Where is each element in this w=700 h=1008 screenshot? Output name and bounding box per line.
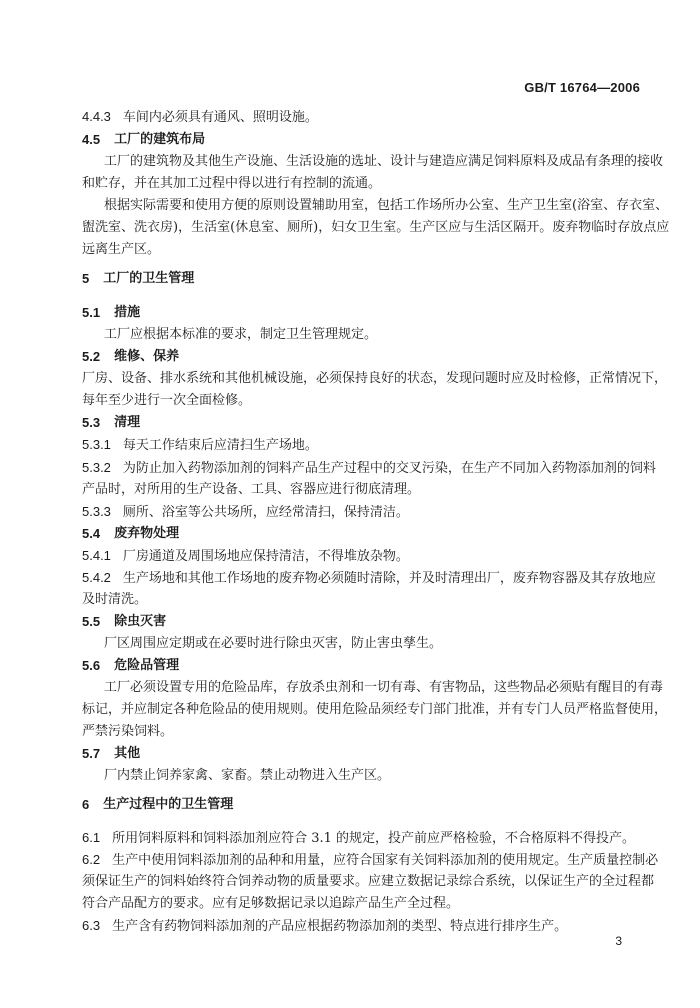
heading-text: 生产过程中的卫生管理 — [103, 797, 234, 812]
clause-line — [82, 109, 318, 126]
line-text: 产品时，对所用的生产设备、工具、容器应进行彻底清理。 — [82, 482, 421, 497]
clause-number: 5.7 — [82, 746, 101, 761]
line-text: 厂区周围应定期或在必要时进行除虫灭害，防止害虫孳生。 — [104, 636, 443, 651]
paragraph-line — [82, 242, 160, 258]
clause-number: 5.5 — [82, 614, 101, 629]
line-text: 为防止加入药物添加剂的饲料产品生产过程中的交叉污染，在生产不同加入药物添加剂的饲料 — [122, 461, 656, 476]
line-text: 严禁污染饲料。 — [82, 724, 174, 739]
section-heading — [82, 746, 140, 762]
paragraph-line — [82, 393, 251, 409]
paragraph-line — [104, 680, 663, 696]
clause-line — [82, 918, 567, 935]
line-text: 远离生产区。 — [82, 242, 161, 257]
line-text: 厂房、设备、排水系统和其他机械设施，必须保持良好的状态，发现问题时应及时检修，正常情况下， — [82, 371, 668, 386]
paragraph-line — [82, 874, 654, 890]
paragraph-line — [104, 327, 377, 343]
clause-line — [82, 548, 409, 565]
clause-number: 5.3.3 — [82, 504, 111, 519]
section-heading — [82, 349, 179, 365]
clause-number: 5 — [82, 271, 90, 286]
paragraph-line — [82, 896, 459, 912]
clause-line — [82, 504, 409, 521]
line-text: 车间内必须具有通风、照明设施。 — [122, 110, 318, 125]
heading-text: 清理 — [114, 415, 141, 430]
paragraph-line — [104, 154, 663, 170]
heading-text: 工厂的建筑布局 — [114, 132, 206, 147]
clause-number: 5.3.1 — [82, 437, 111, 452]
line-text: 盥洗室、洗衣房)，生活室(休息室、厕所)，妇女卫生室。生产区应与生活区隔开。废弃物临时存放点应 — [82, 220, 670, 235]
line-text: 每天工作结束后应清扫生产场地。 — [122, 438, 318, 453]
paragraph-line — [82, 220, 669, 236]
heading-text: 其他 — [114, 746, 141, 761]
clause-line — [82, 460, 656, 477]
heading-text: 工厂的卫生管理 — [103, 271, 195, 286]
clause-number: 6.1 — [82, 830, 101, 845]
line-text: 生产场地和其他工作场地的废弃物必须随时清除，并及时清理出厂，废弃物容器及其存放地应 — [122, 571, 656, 586]
clause-number: 5.6 — [82, 658, 101, 673]
section-heading — [82, 271, 194, 287]
paragraph-line — [82, 592, 147, 608]
paragraph-line — [104, 768, 390, 784]
paragraph-line — [82, 724, 173, 740]
heading-text: 措施 — [114, 305, 141, 320]
line-text: 及时清洗。 — [82, 592, 148, 607]
line-text: 符合产品配方的要求。应有足够数据记录以追踪产品生产全过程。 — [82, 896, 460, 911]
line-text: 厂房通道及周围场地应保持清洁，不得堆放杂物。 — [122, 549, 409, 564]
paragraph-line — [82, 702, 667, 718]
clause-number: 5.4.2 — [82, 570, 111, 585]
clause-number: 6.2 — [82, 852, 101, 867]
clause-number: 5.4 — [82, 526, 101, 541]
clause-number: 4.5 — [82, 132, 101, 147]
page-number: 3 — [615, 934, 622, 948]
section-heading — [82, 132, 205, 148]
clause-number: 6.3 — [82, 918, 101, 933]
line-text: 和贮存，并在其加工过程中得以进行有控制的流通。 — [82, 176, 382, 191]
line-text: 生产含有药物饲料添加剂的产品应根据药物添加剂的类型、特点进行排序生产。 — [112, 919, 568, 934]
line-text: 标记，并应制定各种危险品的使用规则。使用危险品须经专门部门批准，并有专门人员严格监督使用， — [82, 702, 668, 717]
section-heading — [82, 526, 179, 542]
clause-line — [82, 437, 318, 454]
paragraph-line — [82, 371, 667, 387]
clause-number: 5.3 — [82, 415, 101, 430]
paragraph-line — [104, 198, 668, 214]
line-text: 工厂应根据本标准的要求，制定卫生管理规定。 — [104, 327, 378, 342]
heading-text: 除虫灭害 — [114, 614, 167, 629]
line-text: 所用饲料原料和饲料添加剂应符合 3.1 的规定，投产前应严格检验，不合格原料不得投产。 — [112, 831, 636, 846]
line-text: 厂内禁止饲养家禽、家畜。禁止动物进入生产区。 — [104, 768, 391, 783]
heading-text: 废弃物处理 — [114, 526, 180, 541]
clause-line — [82, 570, 656, 587]
line-text: 工厂必须设置专用的危险品库，存放杀虫剂和一切有毒、有害物品，这些物品必须贴有醒目的有毒 — [104, 680, 664, 695]
section-heading — [82, 415, 140, 431]
line-text: 生产中使用饲料添加剂的品种和用量，应符合国家有关饲料添加剂的使用规定。生产质量控制必 — [112, 853, 659, 868]
paragraph-line — [104, 636, 442, 652]
heading-text: 维修、保养 — [114, 349, 180, 364]
paragraph-line — [82, 482, 420, 498]
line-text: 工厂的建筑物及其他生产设施、生活设施的选址、设计与建造应满足饲料原料及成品有条理的接收 — [104, 154, 664, 169]
clause-number: 5.1 — [82, 305, 101, 320]
paragraph-line — [82, 176, 381, 192]
heading-text: 危险品管理 — [114, 658, 180, 673]
clause-line — [82, 852, 658, 869]
section-heading — [82, 305, 140, 321]
clause-number: 5.2 — [82, 349, 101, 364]
section-heading — [82, 614, 166, 630]
standard-code: GB/T 16764—2006 — [524, 80, 640, 95]
line-text: 每年至少进行一次全面检修。 — [82, 393, 252, 408]
line-text: 须保证生产的饲料始终符合饲养动物的质量要求。应建立数据记录综合系统，以保证生产的全过程都 — [82, 874, 655, 889]
line-text: 根据实际需要和使用方便的原则设置辅助用室，包括工作场所办公室、生产卫生室(浴室、存衣室、 — [104, 198, 669, 213]
clause-number: 4.4.3 — [82, 109, 111, 124]
line-text: 厕所、浴室等公共场所，应经常清扫，保持清洁。 — [122, 505, 409, 520]
clause-line — [82, 830, 635, 847]
section-heading — [82, 658, 179, 674]
section-heading — [82, 797, 233, 813]
clause-number: 6 — [82, 797, 90, 812]
clause-number: 5.4.1 — [82, 548, 111, 563]
clause-number: 5.3.2 — [82, 460, 111, 475]
